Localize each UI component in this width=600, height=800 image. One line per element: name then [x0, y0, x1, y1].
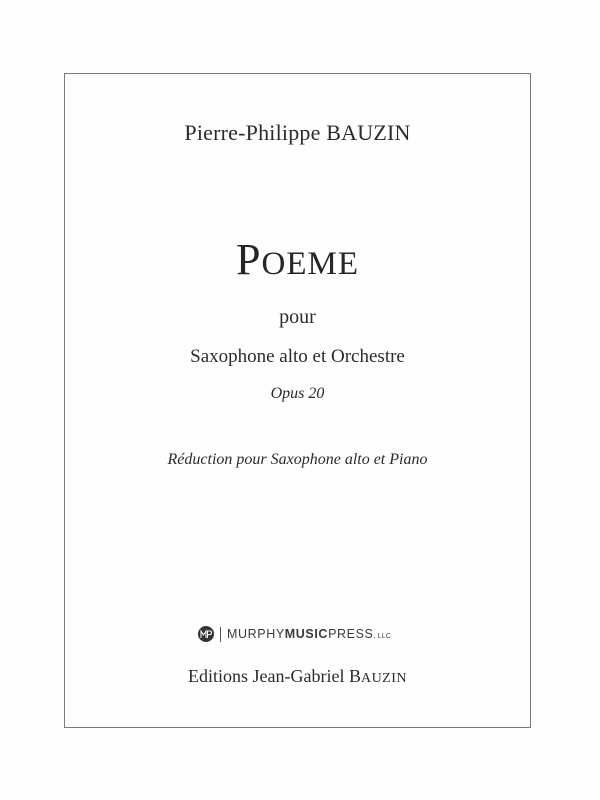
work-title-rest: OEME — [261, 246, 359, 282]
editions-prefix: Editions Jean-Gabriel B — [187, 666, 361, 686]
reduction-note: Réduction pour Saxophone alto et Piano — [167, 451, 428, 468]
publisher-name-suffix: , LLC — [373, 633, 392, 640]
publisher-name-part1: MURPHY — [227, 627, 285, 641]
instrumentation-text: Saxophone alto et Orchestre — [190, 346, 405, 367]
murphy-music-press-logo — [198, 624, 391, 644]
publisher-name-part2: MUSIC — [284, 627, 329, 641]
publisher-logo-glyph — [200, 629, 212, 639]
work-title-initial: P — [236, 235, 262, 284]
publisher-logo-text — [227, 627, 391, 641]
composer-name: Pierre-Philippe BAUZIN — [184, 120, 411, 145]
publisher-logo-icon — [198, 626, 214, 642]
logo-divider — [220, 627, 221, 642]
opus-number: Opus 20 — [270, 385, 325, 402]
work-title — [64, 234, 531, 285]
editions-publisher — [64, 666, 531, 687]
pour-text: pour — [279, 306, 316, 328]
editions-rest: AUZIN — [360, 671, 407, 686]
publisher-name-part3: PRESS — [328, 627, 374, 641]
